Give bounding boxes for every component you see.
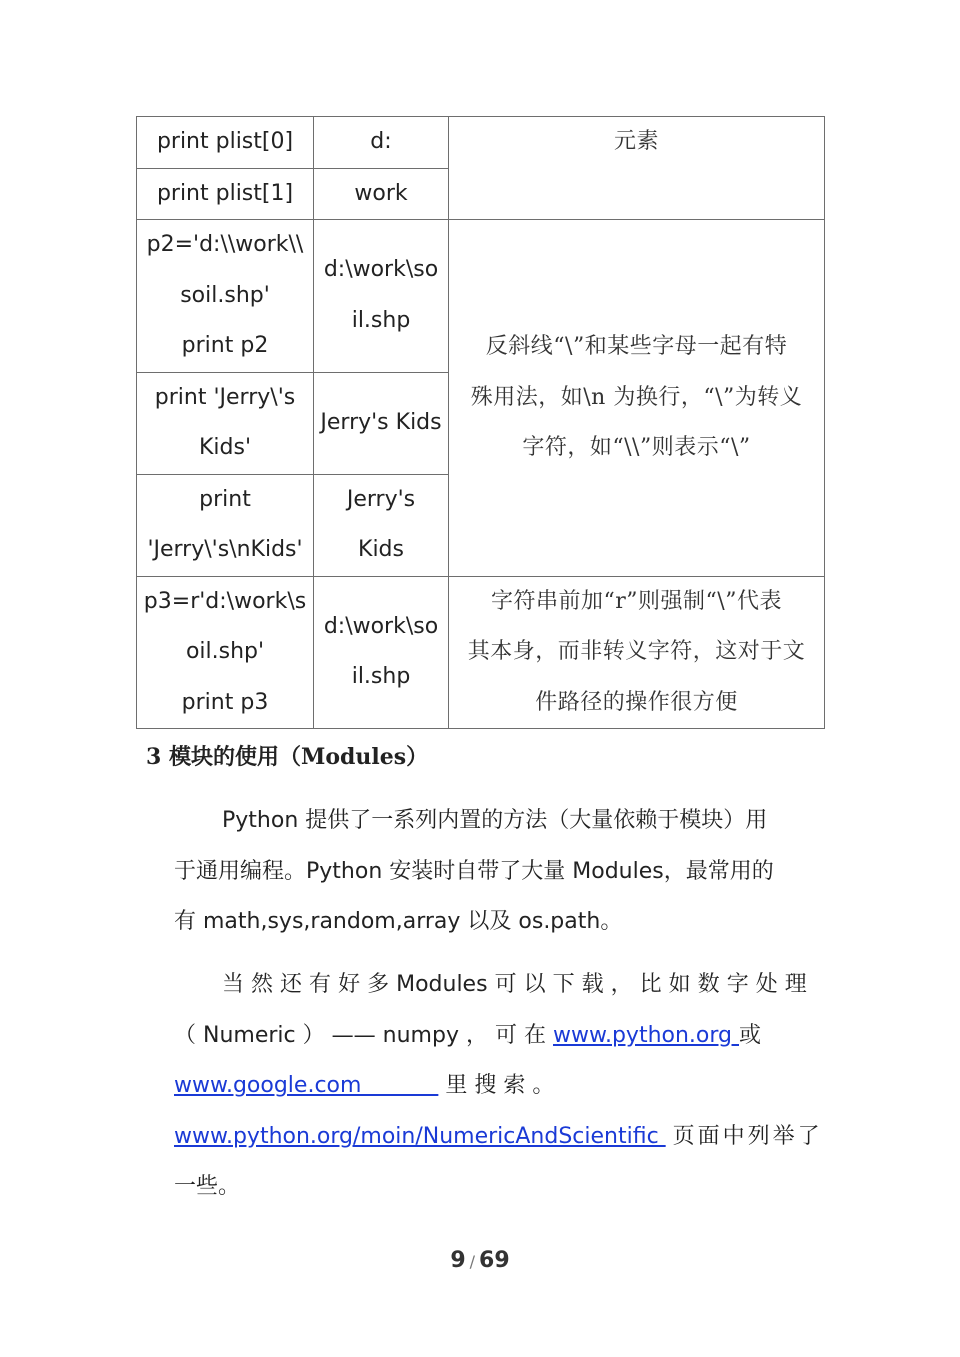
word: 。 (532, 1073, 555, 1098)
total-pages: 69 (479, 1248, 510, 1273)
output-line: il.shp (351, 307, 411, 333)
word: 数 (697, 972, 720, 997)
word: ， (610, 972, 633, 997)
word: ） (302, 1022, 325, 1048)
output-cell (314, 220, 449, 373)
current-page: 9 (450, 1248, 466, 1273)
output-line: d:\work\so (323, 257, 439, 283)
code-cell: print plist[0] (137, 117, 314, 169)
table-row (137, 117, 825, 169)
word: Numeric (203, 1022, 296, 1048)
output-line: Kids (358, 537, 404, 562)
word: numpy (382, 1022, 459, 1048)
word: Modules (396, 972, 488, 997)
code-line: print p3 (181, 689, 269, 715)
word: 比 (639, 972, 662, 997)
code-line: print 'Jerry\'s (154, 384, 296, 410)
output-line: il.shp (351, 664, 411, 690)
description-line: 件路径的操作很方便 (535, 689, 738, 715)
paragraph-builtin-modules (174, 796, 816, 948)
google-link[interactable]: www.google.com (174, 1073, 439, 1098)
paragraph-line: 有 math,sys,random,array 以及 os.path。 (174, 909, 623, 934)
code-cell (137, 220, 314, 373)
output-cell: Jerry's Kids (314, 372, 449, 474)
word: 可 (494, 972, 517, 997)
word: 有 (309, 972, 332, 997)
code-line: Kids' (198, 435, 251, 460)
word: 载 (581, 972, 604, 997)
word: 如 (668, 972, 691, 997)
output-line: d:\work\so (323, 613, 439, 639)
paragraph-line (174, 1061, 816, 1112)
paragraph-line (174, 1112, 823, 1163)
word: 索 (503, 1073, 526, 1098)
paragraph-download-modules (174, 960, 823, 1213)
paragraph-line: Python 提供了一系列内置的方法（大量依赖于模块）用 (222, 808, 768, 833)
table-row (137, 220, 825, 373)
word: 以 (523, 972, 546, 997)
description-line: 其本身，而非转义字符，这对于文 (467, 639, 806, 664)
word: 然 (251, 972, 274, 997)
code-cell: print plist[1] (137, 168, 314, 220)
word: 里 (445, 1073, 468, 1098)
section-heading: 3 模块的使用（Modules） (146, 744, 429, 770)
code-line: 'Jerry\'s\nKids' (147, 537, 303, 562)
output-cell (314, 474, 449, 576)
word: —— (331, 1022, 376, 1048)
word: 可 (494, 1022, 517, 1048)
word: 在 (524, 1022, 547, 1048)
word: 页面中列举了 (672, 1123, 823, 1149)
output-cell (314, 576, 449, 729)
code-line: soil.shp' (180, 282, 270, 308)
code-line: p3=r'd:\work\s (143, 588, 307, 614)
word: 或 (739, 1022, 762, 1048)
word: 字 (726, 972, 749, 997)
paragraph-line (174, 1011, 816, 1062)
paragraph-line (174, 960, 816, 1011)
code-cell (137, 576, 314, 729)
description-cell (449, 576, 825, 729)
page-separator: / (469, 1252, 476, 1271)
code-cell (137, 474, 314, 576)
description-line: 字符，如“\\”则表示“\” (522, 435, 751, 460)
word: 下 (552, 972, 575, 997)
paragraph-line: 于通用编程。Python 安装时自带了大量 Modules，最常用的 (174, 858, 774, 884)
word: 处 (755, 972, 778, 997)
python-string-table (136, 116, 825, 729)
word: 多 (367, 972, 390, 997)
description-cell: 元素 (449, 117, 825, 220)
description-line: 字符串前加“r”则强制“\”代表 (491, 588, 782, 614)
code-line: print p2 (181, 333, 269, 358)
word: ， (465, 1022, 488, 1048)
page-number (0, 1248, 960, 1273)
code-line: p2='d:\\work\\ (146, 232, 304, 257)
table-row (137, 576, 825, 729)
description-cell (449, 220, 825, 577)
numeric-scientific-link[interactable]: www.python.org/moin/NumericAndScientific (174, 1123, 666, 1149)
word: 当 (222, 972, 245, 997)
word: 理 (784, 972, 807, 997)
code-line: print (199, 486, 251, 512)
description-line: 反斜线“\”和某些字母一起有特 (485, 334, 788, 359)
paragraph-line: 一些。 (174, 1174, 241, 1199)
word: 好 (338, 972, 361, 997)
code-cell (137, 372, 314, 474)
output-cell: d: (314, 117, 449, 169)
description-line: 殊用法，如\n 为换行，“\”为转义 (470, 384, 803, 410)
code-line: oil.shp' (185, 639, 265, 664)
python-org-link[interactable]: www.python.org (553, 1022, 739, 1048)
word: （ (174, 1022, 197, 1048)
output-cell: work (314, 168, 449, 220)
word: 还 (280, 972, 303, 997)
output-line: Jerry's (346, 486, 416, 512)
word: 搜 (474, 1073, 497, 1098)
